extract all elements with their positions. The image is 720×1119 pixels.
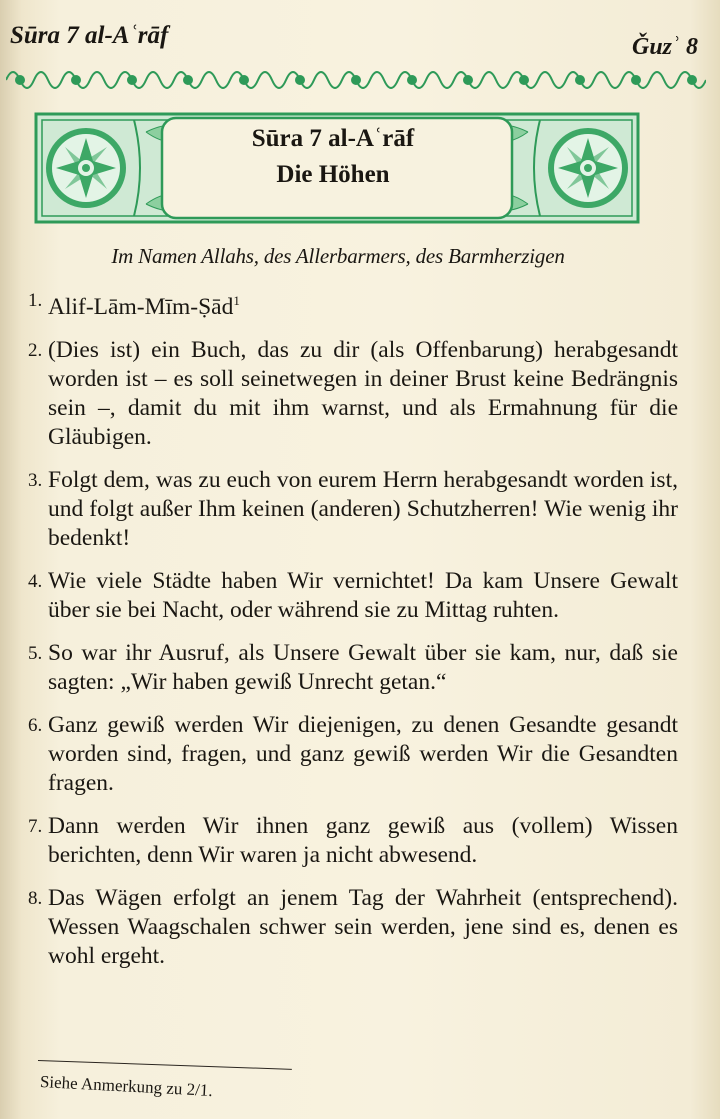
- ornament-dot: [632, 76, 640, 84]
- verse-text: Dann werden Wir ihnen ganz gewiß aus (vollem) Wissen berichten, denn Wir waren ja nicht abwesend.: [48, 812, 678, 868]
- verse-7: [28, 812, 678, 870]
- footnote: Siehe Anmerkung zu 2/1.: [39, 1072, 214, 1101]
- verse-text: Das Wägen erfolgt an jenem Tag der Wahrheit (entsprechend). Wessen Waagschalen schwer sein werden, jene sind es, denen es wohl ergeht.: [48, 884, 678, 969]
- verse-number: 8.: [28, 887, 43, 909]
- ornament-dot: [576, 76, 584, 84]
- verse-text: So war ihr Ausruf, als Unsere Gewalt über sie kam, nur, daß sie sagten: „Wir haben gewiß Unrecht getan.“: [48, 639, 678, 695]
- verse-number: 1.: [28, 290, 43, 311]
- ornament-dot: [16, 76, 24, 84]
- running-header-right: Ǧuzʾ 8: [631, 34, 698, 60]
- ornament-dot: [520, 76, 528, 84]
- verse-number: 7.: [28, 815, 43, 837]
- ornament-dot: [352, 76, 360, 84]
- ornament-dot: [408, 76, 416, 84]
- ornament-dot: [240, 76, 248, 84]
- footnote-rule: [38, 1060, 292, 1070]
- verse-5: [28, 639, 678, 697]
- verse-text: Wie viele Städte haben Wir vernichtet! Da kam Unsere Gewalt über sie bei Nacht, oder während sie zu Mittag ruhten.: [48, 567, 678, 623]
- verse-text: [48, 286, 678, 322]
- verse-number: 3.: [28, 469, 43, 491]
- verse-2: [28, 336, 678, 452]
- sura-title: Sūra 7 al-Aʿrāf: [251, 125, 415, 152]
- verse-text: Folgt dem, was zu euch von eurem Herrn herabgesandt worden ist, und folgt außer Ihm keinen (anderen) Schutzherren! Wie wenig ihr bedenkt!: [48, 466, 678, 551]
- left-rosette-icon: [46, 128, 126, 208]
- verse-text: Ganz gewiß werden Wir diejenigen, zu denen Gesandte gesandt worden sind, fragen, und ganz gewiß werden Wir die Gesandten fragen.: [48, 711, 678, 796]
- basmala: Im Namen Allahs, des Allerbarmers, des Barmherzigen: [111, 244, 565, 268]
- verse-8: [28, 884, 678, 971]
- verse-1: [28, 286, 678, 322]
- running-header-left: Sūra 7 al-Aʿrāf: [10, 22, 169, 49]
- verse-number: 6.: [28, 714, 43, 736]
- ornament-dot: [128, 76, 136, 84]
- ornament-dot: [72, 76, 80, 84]
- title-box: [168, 118, 498, 190]
- verse-number: 5.: [28, 642, 43, 664]
- verse-number: 4.: [28, 570, 43, 592]
- verse-3: [28, 466, 678, 553]
- ornament-dot: [184, 76, 192, 84]
- ornament-dot: [464, 76, 472, 84]
- ornament-dot: [688, 76, 696, 84]
- ornament-dot: [296, 76, 304, 84]
- verse-text-main: Alif-Lām-Mīm-Ṣād: [48, 293, 234, 320]
- verse-4: [28, 567, 678, 625]
- ornament-border-strip: [6, 60, 706, 100]
- right-rosette-icon: [548, 128, 628, 208]
- verse-list: [28, 286, 678, 985]
- verse-text: (Dies ist) ein Buch, das zu dir (als Offenbarung) herabgesandt worden ist – es soll seinetwegen in deiner Brust keine Bedrängnis sein –, damit du mit ihm warnst, und als Ermahnung für die Gläubigen.: [48, 336, 678, 450]
- sura-subtitle: Die Höhen: [276, 161, 390, 188]
- footnote-marker: 1: [233, 293, 240, 308]
- verse-6: [28, 711, 678, 798]
- verse-number: 2.: [28, 339, 43, 361]
